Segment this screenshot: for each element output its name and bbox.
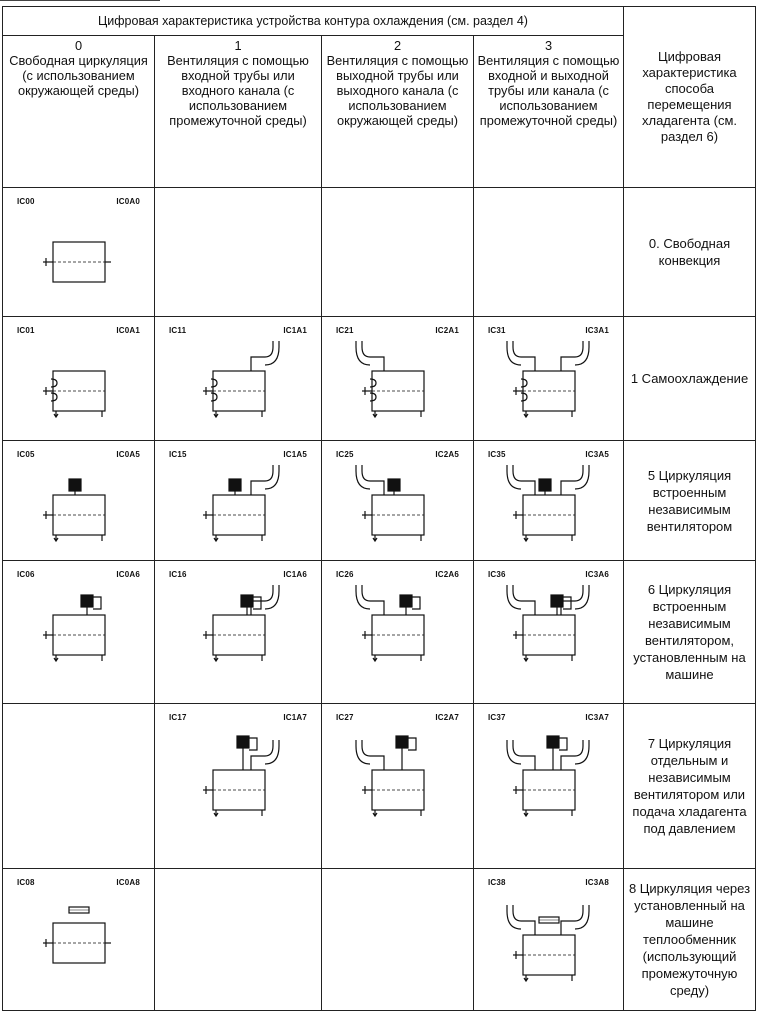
diagram-cell (155, 317, 322, 441)
outlet-duct (507, 465, 535, 495)
diagram-cell (3, 317, 155, 441)
table-row (3, 441, 756, 561)
inlet-duct (561, 465, 589, 495)
fan-icon (547, 736, 559, 748)
ic-code-alt: IC1A7 (283, 713, 307, 722)
fan-icon (229, 479, 241, 491)
cooling-diagram (3, 317, 155, 441)
ic-code: IC15 (169, 450, 187, 459)
diagram-cell (322, 317, 474, 441)
outlet-duct (507, 585, 535, 615)
column-title: Свободная циркуляция (с использованием окружающей среды) (9, 53, 148, 98)
diagram-cell (155, 188, 322, 317)
flow-arrow (54, 411, 58, 417)
method-label: 6 Циркуляция встроенным независимым вентилятором, установленным на машине (624, 561, 756, 704)
ic-code-alt: IC3A6 (585, 570, 609, 579)
method-label: 8 Циркуляция через установленный на машине теплообменник (использующий промежуточную среду) (624, 869, 756, 1011)
diagram-cell (3, 441, 155, 561)
cooling-diagram (322, 561, 474, 704)
ic-code: IC31 (488, 326, 506, 335)
ic-code-alt: IC3A7 (585, 713, 609, 722)
diagram-cell (3, 704, 155, 869)
cooling-diagram (474, 317, 624, 441)
fan-icon (237, 736, 249, 748)
fan-icon (551, 595, 563, 607)
column-title: Вентиляция с помощью входной трубы или входного канала (с использованием промежуточной среды) (167, 53, 309, 128)
cooling-classification-table (2, 6, 756, 1011)
diagram-cell (3, 869, 155, 1011)
fan-icon (69, 479, 81, 491)
flow-arrow (373, 810, 377, 816)
flow-arrow (373, 411, 377, 417)
table-row (3, 869, 756, 1011)
flow-arrow (524, 655, 528, 661)
column-header-1 (155, 36, 322, 188)
ic-code: IC00 (17, 197, 35, 206)
flow-arrow (373, 655, 377, 661)
diagram-cell (155, 704, 322, 869)
ic-code-alt: IC0A0 (116, 197, 140, 206)
cooling-diagram (3, 869, 155, 1011)
cooling-diagram (155, 317, 322, 441)
column-title: Вентиляция с помощью выходной трубы или выходного канала (с использованием окружающей среды) (326, 53, 469, 128)
flow-arrow (214, 655, 218, 661)
ic-code-alt: IC3A1 (585, 326, 609, 335)
inlet-duct (251, 585, 279, 615)
machine-schematic (203, 585, 279, 661)
table-row (3, 704, 756, 869)
diagram-cell (474, 188, 624, 317)
diagram-cell (3, 561, 155, 704)
cooling-diagram (322, 704, 474, 869)
ic-code: IC36 (488, 570, 506, 579)
ic-code-alt: IC3A5 (585, 450, 609, 459)
fan-icon (388, 479, 400, 491)
ic-code: IC08 (17, 878, 35, 887)
flow-arrow (524, 411, 528, 417)
ic-code: IC21 (336, 326, 354, 335)
diagram-cell (322, 188, 474, 317)
inlet-duct (561, 585, 589, 615)
fan-icon (81, 595, 93, 607)
outlet-duct (356, 740, 384, 770)
inlet-duct (561, 905, 589, 935)
ic-code: IC05 (17, 450, 35, 459)
ic-code: IC17 (169, 713, 187, 722)
diagram-cell (474, 317, 624, 441)
ic-code: IC27 (336, 713, 354, 722)
inlet-duct (251, 465, 279, 495)
method-label: 5 Циркуляция встроенным независимым вентилятором (624, 441, 756, 561)
fan-icon (241, 595, 253, 607)
machine-schematic (203, 341, 279, 417)
ic-code: IC37 (488, 713, 506, 722)
flow-arrow (373, 535, 377, 541)
flow-arrow (524, 975, 528, 981)
outlet-duct (356, 465, 384, 495)
flow-arrow (524, 810, 528, 816)
inlet-duct (251, 341, 279, 371)
diagram-cell (322, 869, 474, 1011)
machine-schematic (43, 595, 105, 661)
cooling-diagram (155, 704, 322, 869)
cooling-diagram (322, 441, 474, 561)
ic-code-alt: IC3A8 (585, 878, 609, 887)
column-title: Вентиляция с помощью входной и выходной трубы или канала (с использованием промежуточной среды) (477, 53, 620, 128)
ic-code-alt: IC2A5 (435, 450, 459, 459)
ic-code-alt: IC2A7 (435, 713, 459, 722)
cooling-diagram (155, 561, 322, 704)
inlet-duct (561, 341, 589, 371)
ic-code: IC38 (488, 878, 506, 887)
diagram-cell (3, 188, 155, 317)
cooling-table-wrapper (2, 6, 756, 1011)
column-header-0 (3, 36, 155, 188)
ic-code: IC25 (336, 450, 354, 459)
table-row (3, 317, 756, 441)
cooling-diagram (3, 441, 155, 561)
diagram-cell (474, 869, 624, 1011)
ic-code-alt: IC1A5 (283, 450, 307, 459)
fan-icon (400, 595, 412, 607)
diagram-cell (155, 869, 322, 1011)
ic-code-alt: IC1A1 (283, 326, 307, 335)
cooling-diagram (474, 561, 624, 704)
method-label: 7 Циркуляция отдельным и независимым вентилятором или подача хладагента под давлением (624, 704, 756, 869)
diagram-cell (322, 441, 474, 561)
cooling-diagram (3, 561, 155, 704)
machine-schematic (356, 465, 424, 541)
column-number: 0 (74, 38, 83, 53)
machine-schematic (507, 905, 589, 981)
outlet-duct (507, 341, 535, 371)
flow-arrow (214, 535, 218, 541)
diagram-cell (474, 561, 624, 704)
fan-icon (396, 736, 408, 748)
flow-arrow (54, 535, 58, 541)
method-label: 0. Свободная конвекция (624, 188, 756, 317)
machine-schematic (43, 242, 111, 282)
diagram-cell (155, 561, 322, 704)
fan-icon (539, 479, 551, 491)
ic-code-alt: IC1A6 (283, 570, 307, 579)
machine-schematic (203, 736, 279, 816)
ic-code: IC06 (17, 570, 35, 579)
cooling-diagram (474, 869, 624, 1011)
ic-code-alt: IC0A6 (116, 570, 140, 579)
cooling-diagram (155, 441, 322, 561)
inlet-duct (561, 740, 589, 770)
machine-schematic (507, 465, 589, 541)
method-column-header: Цифровая характеристика способа перемещения хладагента (см. раздел 6) (624, 7, 756, 188)
ic-code-alt: IC0A1 (116, 326, 140, 335)
flow-arrow (214, 810, 218, 816)
cooling-diagram (322, 317, 474, 441)
machine-schematic (356, 585, 424, 661)
ic-code: IC01 (17, 326, 35, 335)
cooling-diagram (3, 188, 155, 317)
ic-code-alt: IC0A5 (116, 450, 140, 459)
outlet-duct (356, 341, 384, 371)
method-label: 1 Самоохлаждение (624, 317, 756, 441)
diagram-cell (155, 441, 322, 561)
flow-arrow (214, 411, 218, 417)
outlet-duct (507, 740, 535, 770)
table-row (3, 188, 756, 317)
machine-schematic (507, 585, 589, 661)
column-header-2 (322, 36, 474, 188)
ic-code: IC16 (169, 570, 187, 579)
diagram-cell (322, 561, 474, 704)
table-row (3, 561, 756, 704)
ic-code-alt: IC2A1 (435, 326, 459, 335)
ic-code-alt: IC2A6 (435, 570, 459, 579)
outlet-duct (507, 905, 535, 935)
machine-schematic (43, 371, 105, 417)
machine-schematic (356, 736, 424, 816)
ic-code: IC11 (169, 326, 187, 335)
ic-code-alt: IC0A8 (116, 878, 140, 887)
diagram-cell (474, 704, 624, 869)
ic-code: IC35 (488, 450, 506, 459)
outlet-duct (356, 585, 384, 615)
column-header-3 (474, 36, 624, 188)
machine-schematic (43, 479, 105, 541)
flow-arrow (524, 535, 528, 541)
machine-schematic (203, 465, 279, 541)
cooling-diagram (474, 441, 624, 561)
column-number: 2 (393, 38, 402, 53)
column-number: 3 (544, 38, 553, 53)
diagram-cell (474, 441, 624, 561)
column-number: 1 (234, 38, 242, 53)
machine-schematic (507, 341, 589, 417)
diagram-cell (322, 704, 474, 869)
inlet-duct (251, 740, 279, 770)
flow-arrow (54, 655, 58, 661)
ic-code: IC26 (336, 570, 354, 579)
machine-schematic (507, 736, 589, 816)
machine-schematic (43, 907, 111, 963)
header-caption: Цифровая характеристика устройства контура охлаждения (см. раздел 4) (3, 7, 624, 36)
cooling-diagram (474, 704, 624, 869)
machine-schematic (356, 341, 424, 417)
